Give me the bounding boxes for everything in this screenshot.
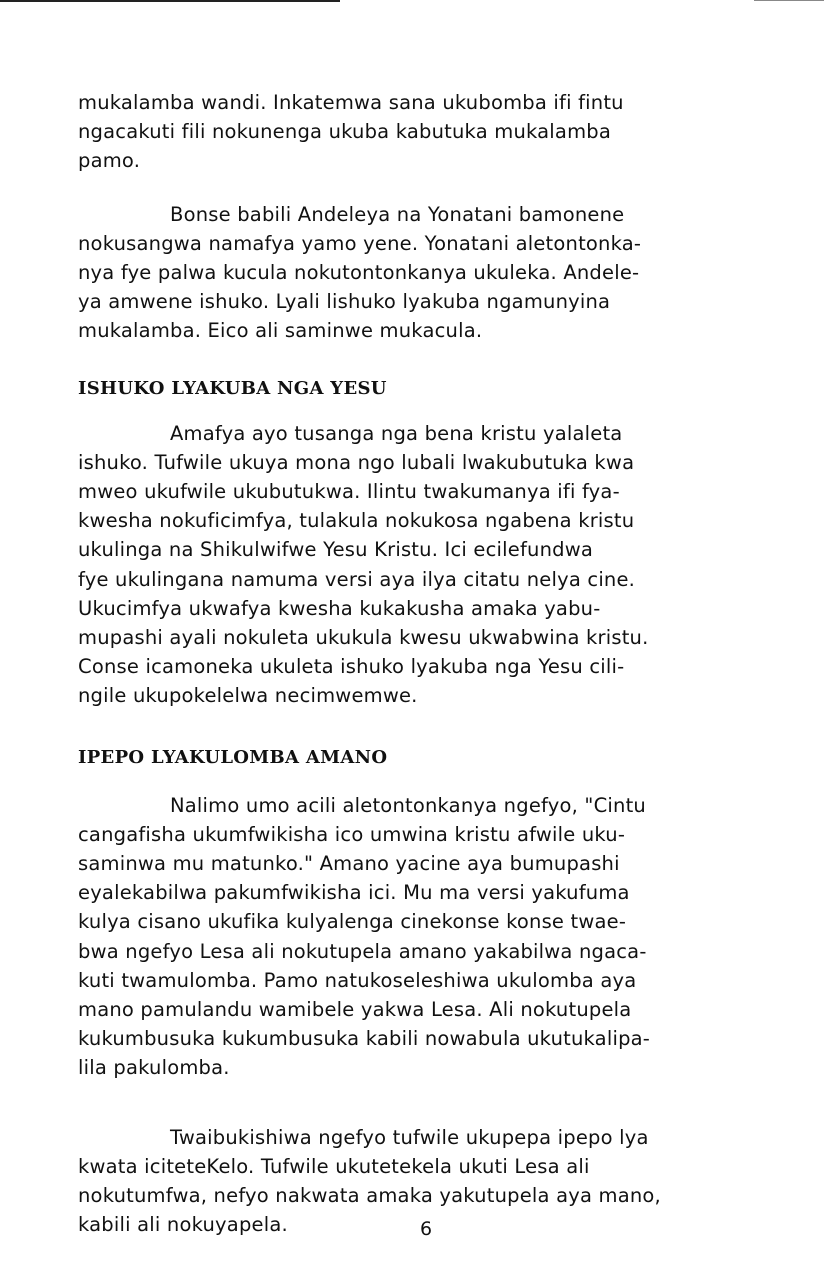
paragraph-4-line: eyalekabilwa pakumfwikisha ici. Mu ma versi yakufuma [78, 881, 630, 905]
paragraph-4-line: lila pakulomba. [78, 1056, 230, 1080]
paragraph-4-line: cangafisha ukumfwikisha ico umwina kristu afwile uku- [78, 822, 626, 846]
paragraph-2-line: ya amwene ishuko. Lyali lishuko lyakuba ngamunyina [78, 290, 611, 314]
paragraph-3-line: mweo ukufwile ukubutukwa. Ilintu twakumanya ifi fya- [78, 480, 620, 504]
top-rule [0, 0, 340, 2]
paragraph-1-line: mukalamba wandi. Inkatemwa sana ukubomba ifi fintu [78, 91, 624, 114]
paragraph-5-line: nokutumfwa, nefyo nakwata amaka yakutupela aya mano, [78, 1184, 661, 1208]
paragraph-3-line: mupashi ayali nokuleta ukukula kwesu ukwabwina kristu. [78, 626, 649, 650]
paragraph-3-line: Conse icamoneka ukuleta ishuko lyakuba nga Yesu cili- [78, 655, 625, 679]
paragraph-4-line: kukumbusuka kukumbusuka kabili nowabula ukutukalipa- [78, 1027, 651, 1051]
paragraph-4-line: kulya cisano ukufika kulyalenga cinekonse konse twae- [78, 910, 627, 934]
paragraph-3-line: ishuko. Tufwile ukuya mona ngo lubali lwakubutuka kwa [78, 450, 635, 474]
paragraph-2-line: mukalamba. Eico ali saminwe mukacula. [78, 319, 483, 343]
paragraph-4-line: saminwa mu matunko." Amano yacine aya bumupashi [78, 852, 620, 876]
paragraph-5-line: kwata iciteteKelo. Tufwile ukutetekela ukuti Lesa ali [78, 1154, 590, 1178]
paragraph-5 [78, 1123, 788, 1240]
paragraph-1-line: ngacakuti fili nokunenga ukuba kabutuka mukalamba [78, 120, 611, 144]
paragraph-2-line: Bonse babili Andeleya na Yonatani bamonene [170, 202, 625, 226]
paragraph-1-line: pamo. [78, 149, 141, 173]
section-heading-ishuko: ISHUKO LYAKUBA NGA YESU [78, 377, 387, 399]
section-heading-ipepo: IPEPO LYAKULOMBA AMANO [78, 746, 388, 768]
paragraph-3-line: ngile ukupokelelwa necimwemwe. [78, 684, 418, 708]
paragraph-1 [78, 88, 788, 176]
paragraph-2-line: nya fye palwa kucula nokutontonkanya ukuleka. Andele- [78, 261, 640, 285]
paragraph-4 [78, 791, 788, 1083]
paragraph-4-line: mano pamulandu wamibele yakwa Lesa. Ali nokutupela [78, 998, 632, 1022]
paragraph-2-line: nokusangwa namafya yamo yene. Yonatani aletontonka- [78, 231, 642, 255]
paragraph-3-line: ukulinga na Shikulwifwe Yesu Kristu. Ici ecilefundwa [78, 538, 594, 562]
paragraph-5-line: Twaibukishiwa ngefyo tufwile ukupepa ipepo lya [170, 1125, 649, 1149]
paragraph-2 [78, 200, 788, 346]
paragraph-3-line: Amafya ayo tusanga nga bena kristu yalaleta [170, 421, 623, 445]
paragraph-3 [78, 419, 788, 711]
paragraph-3-line: fye ukulingana namuma versi aya ilya citatu nelya cine. [78, 567, 636, 591]
paragraph-3-line: Ukucimfya ukwafya kwesha kukakusha amaka yabu- [78, 596, 601, 620]
paragraph-5-line: kabili ali nokuyapela. [78, 1213, 288, 1237]
page-body [78, 88, 788, 1240]
paragraph-3-line: kwesha nokuficimfya, tulakula nokukosa ngabena kristu [78, 509, 635, 533]
page-number: 6 [420, 1218, 433, 1240]
top-rule-right [754, 0, 824, 1]
paragraph-4-line: Nalimo umo acili aletontonkanya ngefyo, "Cintu [170, 793, 646, 817]
paragraph-4-line: kuti twamulomba. Pamo natukoseleshiwa ukulomba aya [78, 968, 637, 992]
paragraph-4-line: bwa ngefyo Lesa ali nokutupela amano yakabilwa ngaca- [78, 939, 647, 963]
